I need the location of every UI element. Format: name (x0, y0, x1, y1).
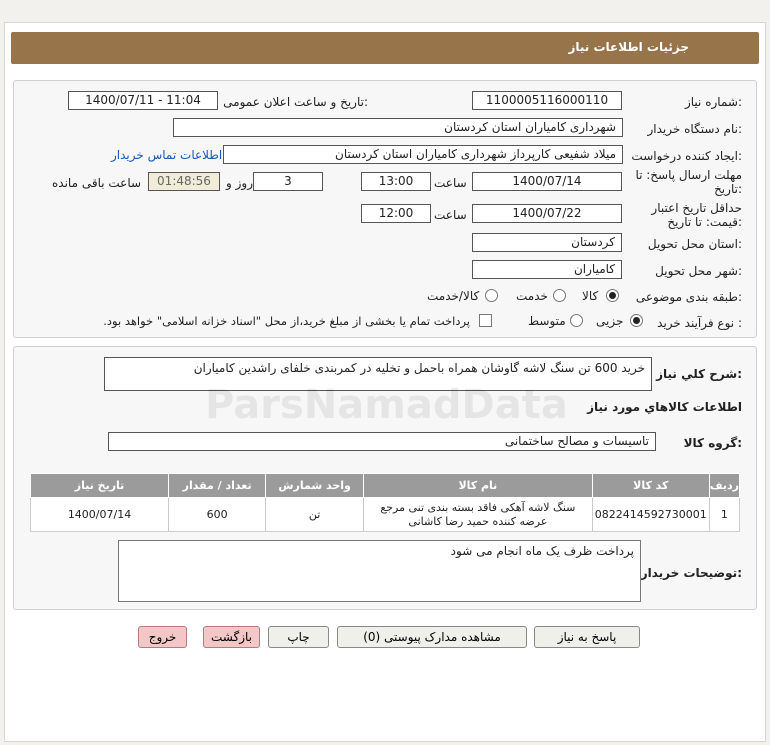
validity-time-label: ساعت (434, 208, 467, 222)
col-name: نام کالا (363, 474, 592, 498)
row-date: 1400/07/14 (31, 498, 169, 532)
deadline-date-field: 1400/07/14 (472, 172, 622, 191)
page-header (11, 32, 759, 64)
goods-group-field: تاسیسات و مصالح ساختمانی (108, 432, 656, 451)
deadline-label-2: تاریخ: (714, 182, 742, 196)
validity-date-field: 1400/07/22 (472, 204, 622, 223)
validity-label-2: قیمت: تا تاریخ: (667, 215, 742, 229)
category-radio-both[interactable] (485, 289, 498, 302)
row-code: 0822414592730001 (592, 498, 709, 532)
remaining-label: ساعت باقی مانده (52, 176, 142, 190)
treasury-payment-checkbox[interactable] (479, 314, 492, 327)
process-radio-medium[interactable] (570, 314, 583, 327)
contact-buyer-link[interactable]: اطلاعات تماس خریدار (111, 148, 223, 162)
deadline-time-field: 13:00 (361, 172, 431, 191)
category-label: طبقه بندی موضوعی: (635, 290, 742, 304)
city-field: کامیاران (472, 260, 622, 279)
announce-date-label: تاریخ و ساعت اعلان عمومی: (223, 95, 368, 109)
col-unit: واحد شمارش (266, 474, 364, 498)
goods-group-label: گروه کالا: (683, 436, 742, 450)
creator-label: ایجاد کننده درخواست: (631, 149, 742, 163)
creator-field: میلاد شفیعی کارپرداز شهرداری کامیاران استان کردستان (223, 145, 623, 164)
back-button[interactable]: بازگشت (203, 626, 260, 648)
summary-field: خرید 600 تن سنگ لاشه گاوشان همراه باحمل و تخلیه در کمربندی خلفای راشدین کامیاران (104, 357, 652, 391)
exit-button[interactable]: خروج (138, 626, 187, 648)
category-radio-service[interactable] (553, 289, 566, 302)
remaining-time-field: 01:48:56 (148, 172, 220, 191)
category-radio-goods[interactable] (606, 289, 619, 302)
reply-button[interactable]: پاسخ به نیاز (534, 626, 640, 648)
page-title: جزئیات اطلاعات نیاز (568, 40, 689, 54)
process-label: نوع فرآیند خرید : (657, 316, 742, 330)
goods-section-title: اطلاعات کالاهاي مورد نياز (587, 400, 742, 414)
need-number-label: شماره نیاز: (684, 95, 742, 109)
announce-date-field: 1400/07/11 - 11:04 (68, 91, 218, 110)
days-label: روز و (226, 176, 253, 190)
print-button[interactable]: چاپ (268, 626, 329, 648)
col-qty: تعداد / مقدار (169, 474, 266, 498)
validity-time-field: 12:00 (361, 204, 431, 223)
col-date: تاریخ نیاز (31, 474, 169, 498)
process-option-medium: متوسط (528, 314, 566, 328)
treasury-payment-note: پرداخت تمام یا بخشی از مبلغ خرید،از محل "اسناد خزانه اسلامی" خواهد بود. (103, 314, 470, 328)
category-option-service: خدمت (516, 289, 548, 303)
row-index: 1 (709, 498, 739, 532)
buyer-notes-field: پرداخت ظرف یک ماه انجام می شود (118, 540, 641, 602)
row-unit: تن (266, 498, 364, 532)
table-row (31, 498, 740, 532)
city-label: شهر محل تحویل: (655, 264, 742, 278)
validity-label: حداقل تاریخ اعتبار (651, 201, 742, 215)
goods-table (30, 473, 740, 532)
row-qty: 600 (169, 498, 266, 532)
category-option-both: کالا/خدمت (427, 289, 480, 303)
summary-label: شرح کلي نياز: (656, 367, 742, 381)
col-index: ردیف (709, 474, 739, 498)
process-radio-minor[interactable] (630, 314, 643, 327)
attachments-button[interactable]: مشاهده مدارک پیوستی (0) (337, 626, 527, 648)
need-number-field: 1100005116000110 (472, 91, 622, 110)
deadline-time-label: ساعت (434, 176, 467, 190)
row-name: سنگ لاشه آهکی فاقد بسته بندی تنی مرجع عرضه کننده حمید رضا کاشانی (363, 498, 592, 532)
buyer-notes-label: توضیحات خریدار: (640, 566, 742, 580)
process-option-minor: جزیی (596, 314, 624, 328)
days-field: 3 (253, 172, 323, 191)
province-label: استان محل تحویل: (647, 237, 742, 251)
buyer-org-field: شهرداری کامیاران استان کردستان (173, 118, 623, 137)
col-code: کد کالا (592, 474, 709, 498)
province-field: کردستان (472, 233, 622, 252)
deadline-label: مهلت ارسال پاسخ: تا (635, 168, 742, 182)
buyer-org-label: نام دستگاه خریدار: (647, 122, 742, 136)
category-option-goods: کالا (582, 289, 599, 303)
